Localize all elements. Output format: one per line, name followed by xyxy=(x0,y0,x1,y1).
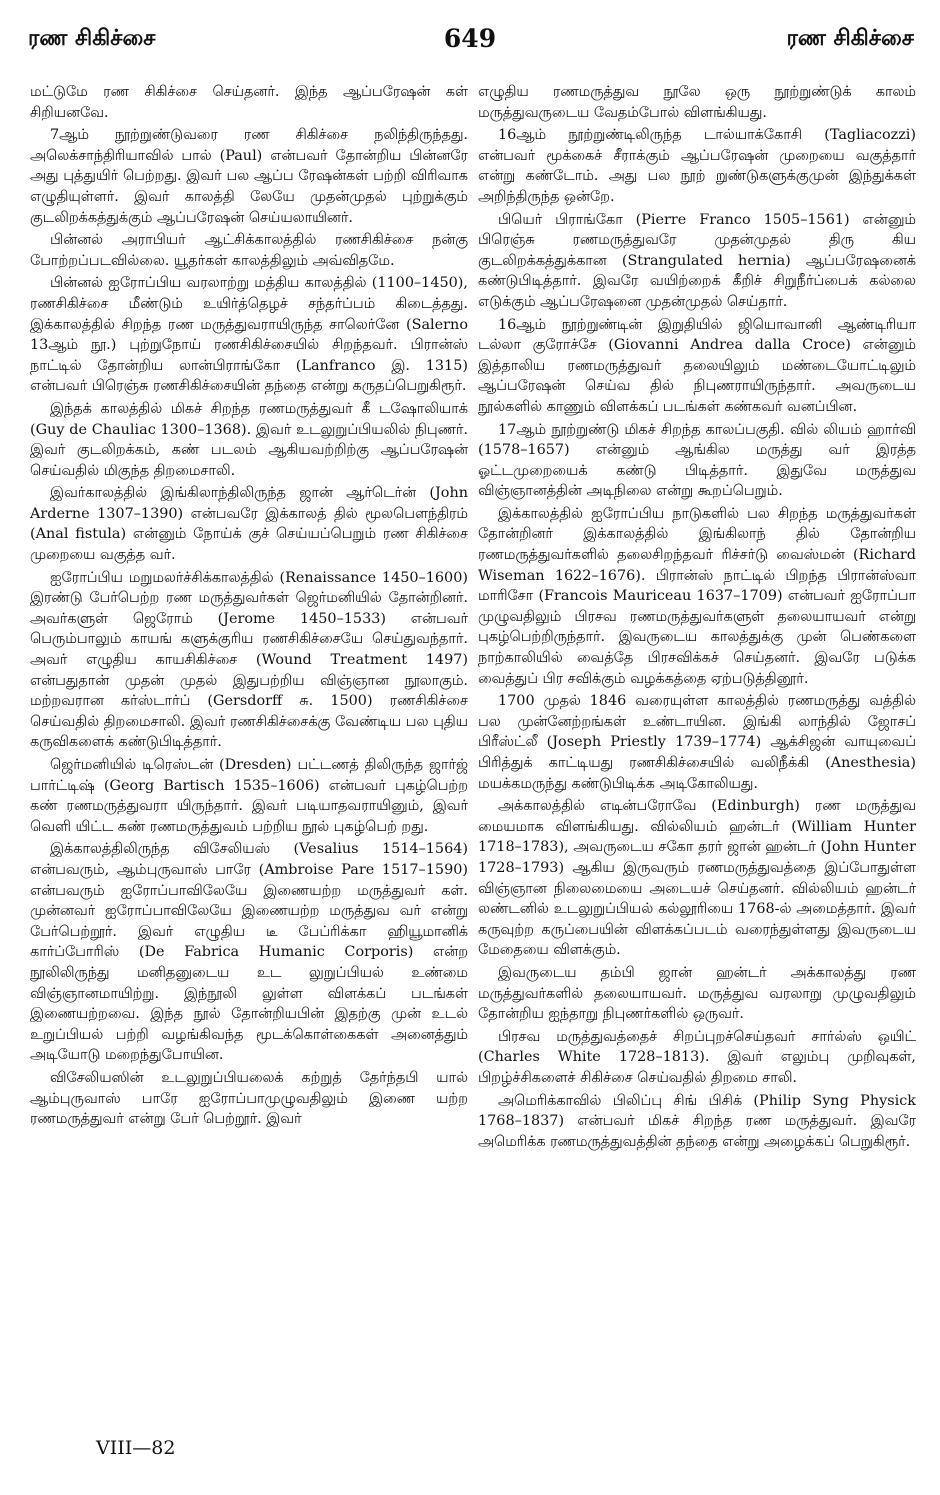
paragraph: பின்னல் அராபியர் ஆட்சிக்காலத்தில் ரணசிகிச்சை நன்கு போற்றப்படவில்லை. யூதர்கள் காலத்திலும் அவ்விதமே. xyxy=(30,232,468,269)
paragraph: ஐரோப்பிய மறுமலர்ச்சிக்காலத்தில் (Renaissance 1450–1600) இரண்டு பேர்பெற்ற ரண மருத்துவர்கள் ஜெர்மனியில் தோன்றினர். அவர்களுள் ஜெரோம் (Jerome 1450–1533) என்பவர் பெரும்பாலும் காயங் களுக்குரிய ரணசிகிச்சையே செய்துவந்தார். அவர் எழுதிய காயசிகிச்சை (Wound Treatment 1497) என்பதுதான் முதன் முதல் இதுபற்றிய விஞ்ஞான நூலாகும். மற்றவரான கர்ஸ்டார்ப் (Gersdorff சு. 1500) ரணசிகிச்சை செய்வதில் திறமைசாலி. இவர் ரணசிகிச்சைக்கு வேண்டிய பல புதிய கருவிகளைக் கண்டுபிடித்தார். xyxy=(30,569,468,751)
paragraph: பின்னல் ஐரோப்பிய வரலாற்று மத்திய காலத்தில் (1100–1450), ரணசிகிச்சை மீண்டும் உயிர்த்தெழச் சந்தர்ப்பம் கிடைத்தது. இக்காலத்தில் சிறந்த ரண மருத்துவராயிருந்த சாலெர்னே (Salerno 13ஆம் நூ.) புற்றுநோய் ரணசிகிச்சையில் சிறந்தவர். பிரான்ஸ் நாட்டில் தோன்றிய லான்பிராங்கோ (Lanfranco இ. 1315) என்பவர் பிரெஞ்சு ரணசிகிச்சையின் தந்தை என்று கருதப்பெறுகிரூர். xyxy=(30,275,468,395)
paragraph: மட்டுமே ரண சிகிச்சை செய்தனர். இந்த ஆப்பரேஷன் கள் சிறியனவே. xyxy=(30,84,468,121)
paragraph: பிரசவ மருத்துவத்தைச் சிறப்புறச்செய்தவர் சார்ல்ஸ் ஒயிட் (Charles White 1728–1813). இவர் எலும்பு முறிவுகள், பிறழ்ச்சிகளைச் சிகிச்சை செய்வதில் திறமை சாலி. xyxy=(478,1028,916,1086)
left-text-column xyxy=(30,82,468,1412)
paragraph: இக்காலத்திலிருந்த விசேலியஸ் (Vesalius 1514–1564) என்பவரும், ஆம்புருவாஸ் பாரே (Ambroise Pare 1517–1590) என்பவரும் ஐரோப்பாவிலேயே இணையற்ற மருத்துவர் கள். முன்னவர் ஐரோப்பாவிலேயே இணையற்ற மருத்துவ வர் என்று பேர்பெற்றூர். இவர் எழுதிய டீ பேப்ரிக்கா ஹியூமானிக் கார்ப்போரிஸ் (De Fabrica Humanic Corporis) என்ற நூலிலிருந்து மனிதனுடைய உட லுறுப்பியல் உண்மை விஞ்ஞானமாயிற்று. இந்நூலி லுள்ள விளக்கப் படங்கள் இணையற்றவை. இந்த நூல் தோன்றியபின் இதற்கு முன் உடல் உறுப்பியல் பற்றி வழங்கிவந்த மூடக்கொள்கைகள் அனைத்தும் அடியோடு மறைந்துபோயின. xyxy=(30,841,468,1064)
paragraph: அமெரிக்காவில் பிலிப்பு சிங் பிசிக் (Philip Syng Physick 1768–1837) என்பவர் மிகச் சிறந்த ரண மருத்துவர். இவரே அமெரிக்க ரணமருத்துவத்தின் தந்தை என்று அழைக்கப் பெறுகிரூர். xyxy=(478,1092,916,1150)
paragraph: 17ஆம் நூற்றுண்டு மிகச் சிறந்த காலப்பகுதி. வில் லியம் ஹார்வி (1578–1657) என்னும் ஆங்கில மருத்து வர் இரத்த ஓட்டமுறையைக் கண்டு பிடித்தார். இதுவே மருத்துவ விஞ்ஞானத்தின் அடிநிலை என்று கூறப்பெறும். xyxy=(478,421,916,500)
paragraph: 16ஆம் நூற்றுண்டின் இறுதியில் ஜியொவானி ஆண்டிரியா டல்லா குரோச்சே (Giovanni Andrea dalla Croce) என்னும் இத்தாலிய ரணமருத்துவர் தலையிலும் மண்டையோட்டிலும் ஆப்பரேஷன் செய்வ தில் நிபுணராயிருந்தார். அவருடைய நூல்களில் காணும் விளக்கப் படங்கள் கண்கவர் வனப்பின. xyxy=(478,316,916,415)
running-header-right: ரண சிகிச்சை xyxy=(786,26,914,51)
paragraph: 16ஆம் நூற்றுண்டிலிருந்த டால்யாக்கோசி (Tagliacozzi) என்பவர் மூக்கைச் சீராக்கும் ஆப்பரேஷன் முறையை வகுத்தார் என்று கண்டோம். அது பல நூற் றுண்டுகளுக்குமுன் இந்துக்கள் அறிந்திருந்த ஒன்றே. xyxy=(478,127,916,205)
paragraph: இவர்காலத்தில் இங்கிலாந்திலிருந்த ஜான் ஆர்டெர்ன் (John Arderne 1307–1390) என்பவரே இக்காலத் தில் மூலபௌந்திரம் (Anal fistula) என்னும் நோய்க் குச் செய்யப்பெறும் ரண சிகிச்சை முறையை வகுத்த வர். xyxy=(30,485,468,564)
paragraph: அக்காலத்தில் எடின்பரோவே (Edinburgh) ரண மருத்துவ மையமாக விளங்கியது. வில்லியம் ஹன்டர் (William Hunter 1718–1783), அவருடைய சகோ தரர் ஜான் ஹன்டர் (John Hunter 1728–1793) ஆகிய இருவரும் ரணமருத்துவத்தை இப்போதுள்ள விஞ்ஞான நிலைமையை அடையச் செய்தனர். வில்லியம் ஹன்டர் லண்டனில் உடலுறுப்பியல் கல்லூரியை 1768-ல் அமைத்தார். இவர் கருவுற்ற கருப்பையின் விளக்கப்படம் வரைந்துள்ளது இவருடைய மேதையை விளக்கும். xyxy=(478,798,916,959)
page-number: 649 xyxy=(443,24,497,53)
volume-page-mark: VIII—82 xyxy=(96,1437,176,1459)
paragraph: எழுதிய ரணமருத்துவ நூலே ஒரு நூற்றுண்டுக் காலம் மருத்துவருடைய வேதம்போல் விளங்கியது. xyxy=(478,84,916,121)
paragraph: 7ஆம் நூற்றுண்டுவரை ரண சிகிச்சை நலிந்திருந்தது. அலெக்சாந்திரியாவில் பால் (Paul) என்பவர் தோன்றிய பின்னரே அது புத்துயிர் பெற்றது. இவர் பல ஆப்ப ரேஷன்கள் பற்றி விரிவாக எழுதியுள்ளர். இவர் காலத்தி லேயே முதன்முதல் புற்றுக்கும் குடலிறக்கத்துக்கும் ஆப்பரேஷன் செய்யலாயினர். xyxy=(30,127,468,226)
paragraph: பியெர் பிராங்கோ (Pierre Franco 1505–1561) என்னும் பிரெஞ்சு ரணமருத்துவரே முதன்முதல் திரு கிய குடலிறக்கத்துக்கான (Strangulated hernia) ஆப்பரேஷனைக் கண்டுபிடித்தார். இவரே வயிற்றைக் கீறிச் சிறுநீர்ப்பைக் கல்லை எடுக்கும் ஆப்பரேஷனை முதன்முதல் செய்தார். xyxy=(478,211,916,310)
paragraph: இந்தக் காலத்தில் மிகச் சிறந்த ரணமருத்துவர் கீ டஷோலியாக் (Guy de Chauliac 1300–1368). இவர் உடலுறுப்பியலில் நிபுணர். இவர் குடலிறக்கம், கண் படலம் ஆகியவற்றிற்கு ஆப்பரேஷன் செய்வதில் மிகுந்த திறமைசாலி. xyxy=(30,400,468,479)
paragraph: விசேலியஸின் உடலுறுப்பியலைக் கற்றுத் தேர்ந்தபி யால் ஆம்புருவாஸ் பாரே ஐரோப்பாமுழுவதிலும் இணை யற்ற ரணமருத்துவர் என்று பேர் பெற்றூர். இவர் xyxy=(30,1069,468,1128)
running-header-left: ரண சிகிச்சை xyxy=(28,26,156,51)
paragraph: இக்காலத்தில் ஐரோப்பிய நாடுகளில் பல சிறந்த மருத்துவர்கள் தோன்றினர் இக்காலத்தில் இங்கிலாந் தில் தோன்றிய ரணமருத்துவர்களில் தலைசிறந்தவர் ரிச்சர்டு வைஸ்மன் (Richard Wiseman 1622–1676). பிரான்ஸ் நாட்டில் பிறந்த பிரான்ஸ்வா மாரிசோ (Francois Mauriceau 1637–1709) என்பவர் ஐரோப்பா முழுவதிலும் பிரசவ ரணமருத்துவர்களுள் தலையாயவர் என்று புகழ்பெற்றிருந்தார். இவருடைய காலத்துக்கு முன் பெண்களை நாற்காலியில் வைத்தே பிரசவிக்கச் செய்தனர். இவரே படுக்க வைத்துப் பிர சவிக்கும் வழக்கத்தை ஏற்படுத்தினூர். xyxy=(478,505,916,687)
right-text-column xyxy=(478,82,916,1412)
paragraph: ஜெர்மனியில் டிரெஸ்டன் (Dresden) பட்டணத் திலிருந்த ஜார்ஜ் பார்ட்டிஷ் (Georg Bartisch 1535–1606) என்பவர் புகழ்பெற்ற கண் ரணமருத்துவரா யிருந்தார். இவர் படியாதவராயினும், இவர் வெளி யிட்ட கண் ரணமருத்துவம் பற்றிய நூல் புகழ்பெற் றது. xyxy=(30,757,468,835)
paragraph: இவருடைய தம்பி ஜான் ஹன்டர் அக்காலத்து ரண மருத்துவர்களில் தலையாயவர். மருத்துவ வரலாறு முழுவதிலும் தோன்றிய ஐந்தாறு நிபுணர்களில் ஒருவர். xyxy=(478,964,916,1023)
paragraph: 1700 முதல் 1846 வரையுள்ள காலத்தில் ரணமருத்து வத்தில் பல முன்னேற்றங்கள் உண்டாயின. இங்கி லாந்தில் ஜோசப் பிரீஸ்ட்லீ (Joseph Priestly 1739–1774) ஆக்சிஜன் வாயுவைப் பிரித்துக் காட்டியது ரணசிகிச்சையில் வலிநீக்கி (Anesthesia) மயக்கமருந்து கண்டுபிடிக்க அடிகோலியது. xyxy=(478,693,916,792)
